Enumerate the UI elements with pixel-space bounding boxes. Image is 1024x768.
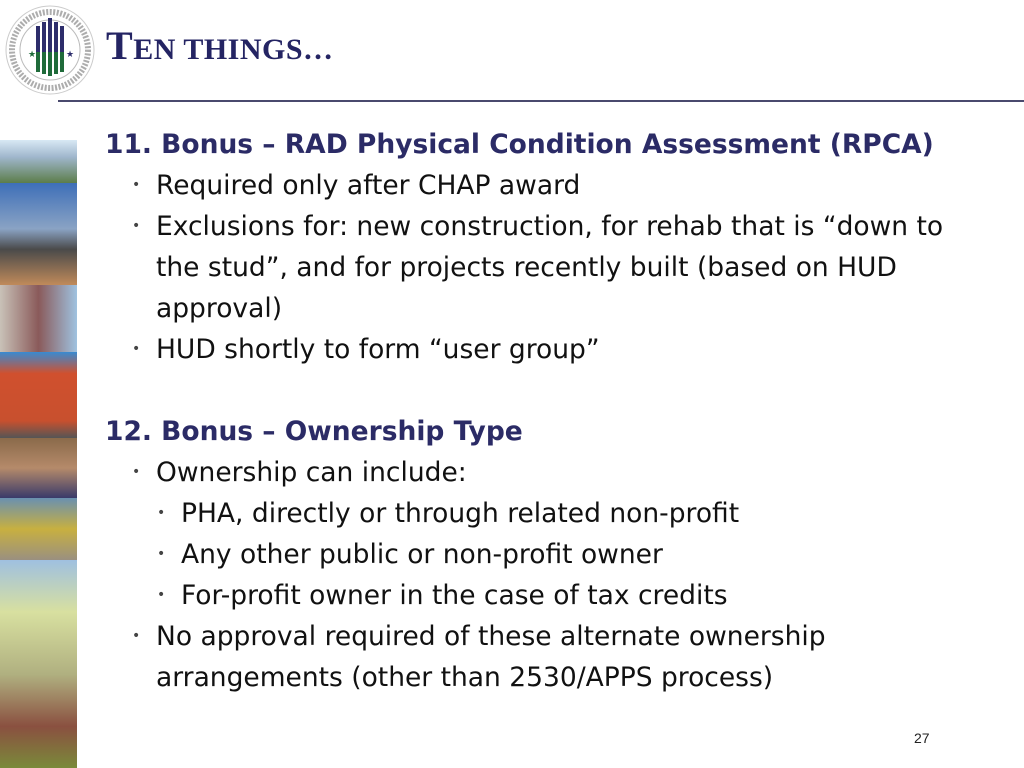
list-item-text: Exclusions for: new construction, for rehab that is “down to: [156, 211, 944, 242]
title-divider: [58, 100, 1024, 102]
photo-skyline: [0, 183, 77, 285]
bullet-icon: •: [132, 628, 141, 644]
title-rest: EN THINGS…: [133, 33, 334, 66]
page-number: 27: [914, 730, 930, 746]
bullet-icon: •: [132, 464, 141, 480]
photo-strip: [0, 140, 77, 768]
slide-body: [105, 124, 1005, 698]
list-item-continued: [105, 657, 1005, 698]
list-item-text: the stud”, and for projects recently built (based on HUD: [156, 252, 897, 283]
sub-list-item: [105, 534, 1005, 575]
spacer: [105, 370, 1005, 411]
list-item-text: HUD shortly to form “user group”: [156, 334, 600, 365]
sub-list-item: [105, 493, 1005, 534]
list-item: [105, 206, 1005, 247]
list-item-text: Ownership can include:: [156, 457, 467, 488]
photo-resident: [0, 285, 77, 352]
photo-street: [0, 560, 77, 768]
photo-apartments: [0, 352, 77, 438]
bullet-icon: •: [157, 546, 166, 562]
slide-title: [106, 22, 334, 69]
photo-construction: [0, 498, 77, 560]
list-item-text: arrangements (other than 2530/APPS process): [156, 662, 774, 693]
bullet-icon: •: [157, 587, 166, 603]
list-item: [105, 165, 1005, 206]
section-heading-ownership: 12. Bonus – Ownership Type: [105, 416, 523, 447]
list-item: [105, 452, 1005, 493]
list-item-text: approval): [156, 293, 283, 324]
list-item: [105, 329, 1005, 370]
svg-text:★: ★: [28, 49, 37, 59]
photo-house: [0, 140, 77, 183]
photo-family: [0, 438, 77, 498]
list-item-text: No approval required of these alternate ownership: [156, 621, 826, 652]
bullet-icon: •: [157, 505, 166, 521]
bullet-icon: •: [132, 218, 141, 234]
list-item-text: PHA, directly or through related non-profit: [181, 498, 740, 529]
list-item: [105, 616, 1005, 657]
list-item-continued: [105, 247, 1005, 288]
section-heading-rpca: 11. Bonus – RAD Physical Condition Assessment (RPCA): [105, 129, 934, 160]
hud-seal-logo: [4, 4, 96, 96]
bullet-icon: •: [132, 177, 141, 193]
sub-list-item: [105, 575, 1005, 616]
list-item-text: Any other public or non-profit owner: [181, 539, 663, 570]
title-initial: T: [106, 23, 134, 68]
list-item-continued: [105, 288, 1005, 329]
list-item-text: Required only after CHAP award: [156, 170, 581, 201]
bullet-icon: •: [132, 341, 141, 357]
list-item-text: For-profit owner in the case of tax credits: [181, 580, 728, 611]
svg-text:★: ★: [66, 49, 75, 59]
